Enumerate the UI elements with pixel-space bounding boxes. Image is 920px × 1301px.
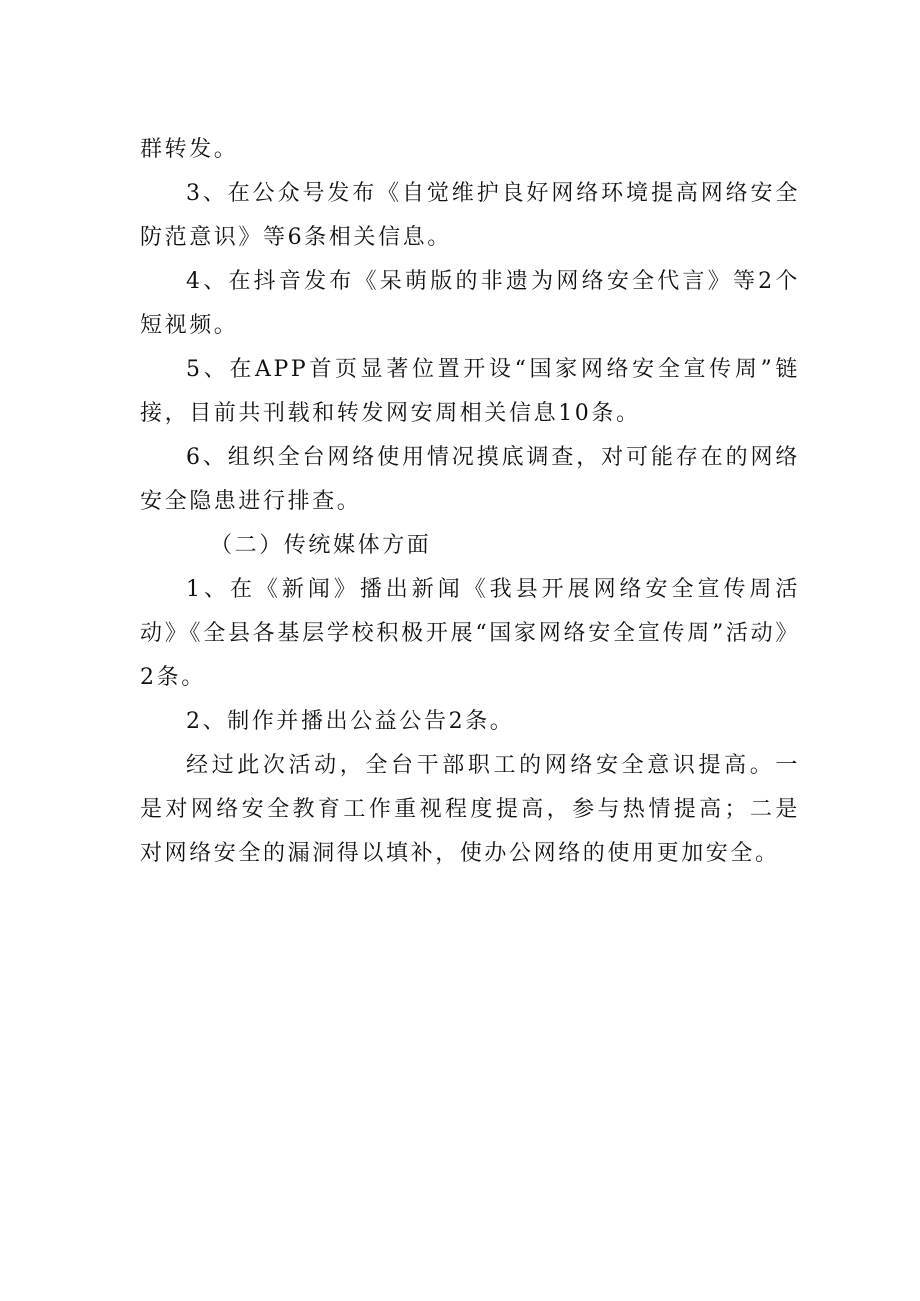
- paragraph-item-3-wechat: 3、在公众号发布《自觉维护良好网络环境提高网络安全防范意识》等6条相关信息。: [140, 181, 800, 250]
- paragraph-item-4-douyin: 4、在抖音发布《呆萌版的非遗为网络安全代言》等2个短视频。: [140, 269, 800, 338]
- paragraph-continuation: 群转发。: [140, 137, 239, 162]
- paragraph-conclusion: 经过此次活动，全台干部职工的网络安全意识提高。一是对网络安全教育工作重视程度提高，参与热情提高；二是对网络安全的漏洞得以填补，使办公网络的使用更加安全。: [140, 753, 800, 866]
- document-body: [140, 128, 800, 876]
- paragraph-item-5-app: 5、在APP首页显著位置开设“国家网络安全宣传周”链接，目前共刊载和转发网安周相关信息10条。: [140, 357, 800, 426]
- section-heading-traditional-media: （二）传统媒体方面: [210, 533, 432, 558]
- paragraph-item-2-public-notice: 2、制作并播出公益公告2条。: [186, 709, 515, 734]
- paragraph-item-1-news: 1、在《新闻》播出新闻《我县开展网络安全宣传周活动》《全县各基层学校积极开展“国家网络安全宣传周”活动》2条。: [140, 577, 800, 690]
- paragraph-item-6-survey: 6、组织全台网络使用情况摸底调查，对可能存在的网络安全隐患进行排查。: [140, 445, 800, 514]
